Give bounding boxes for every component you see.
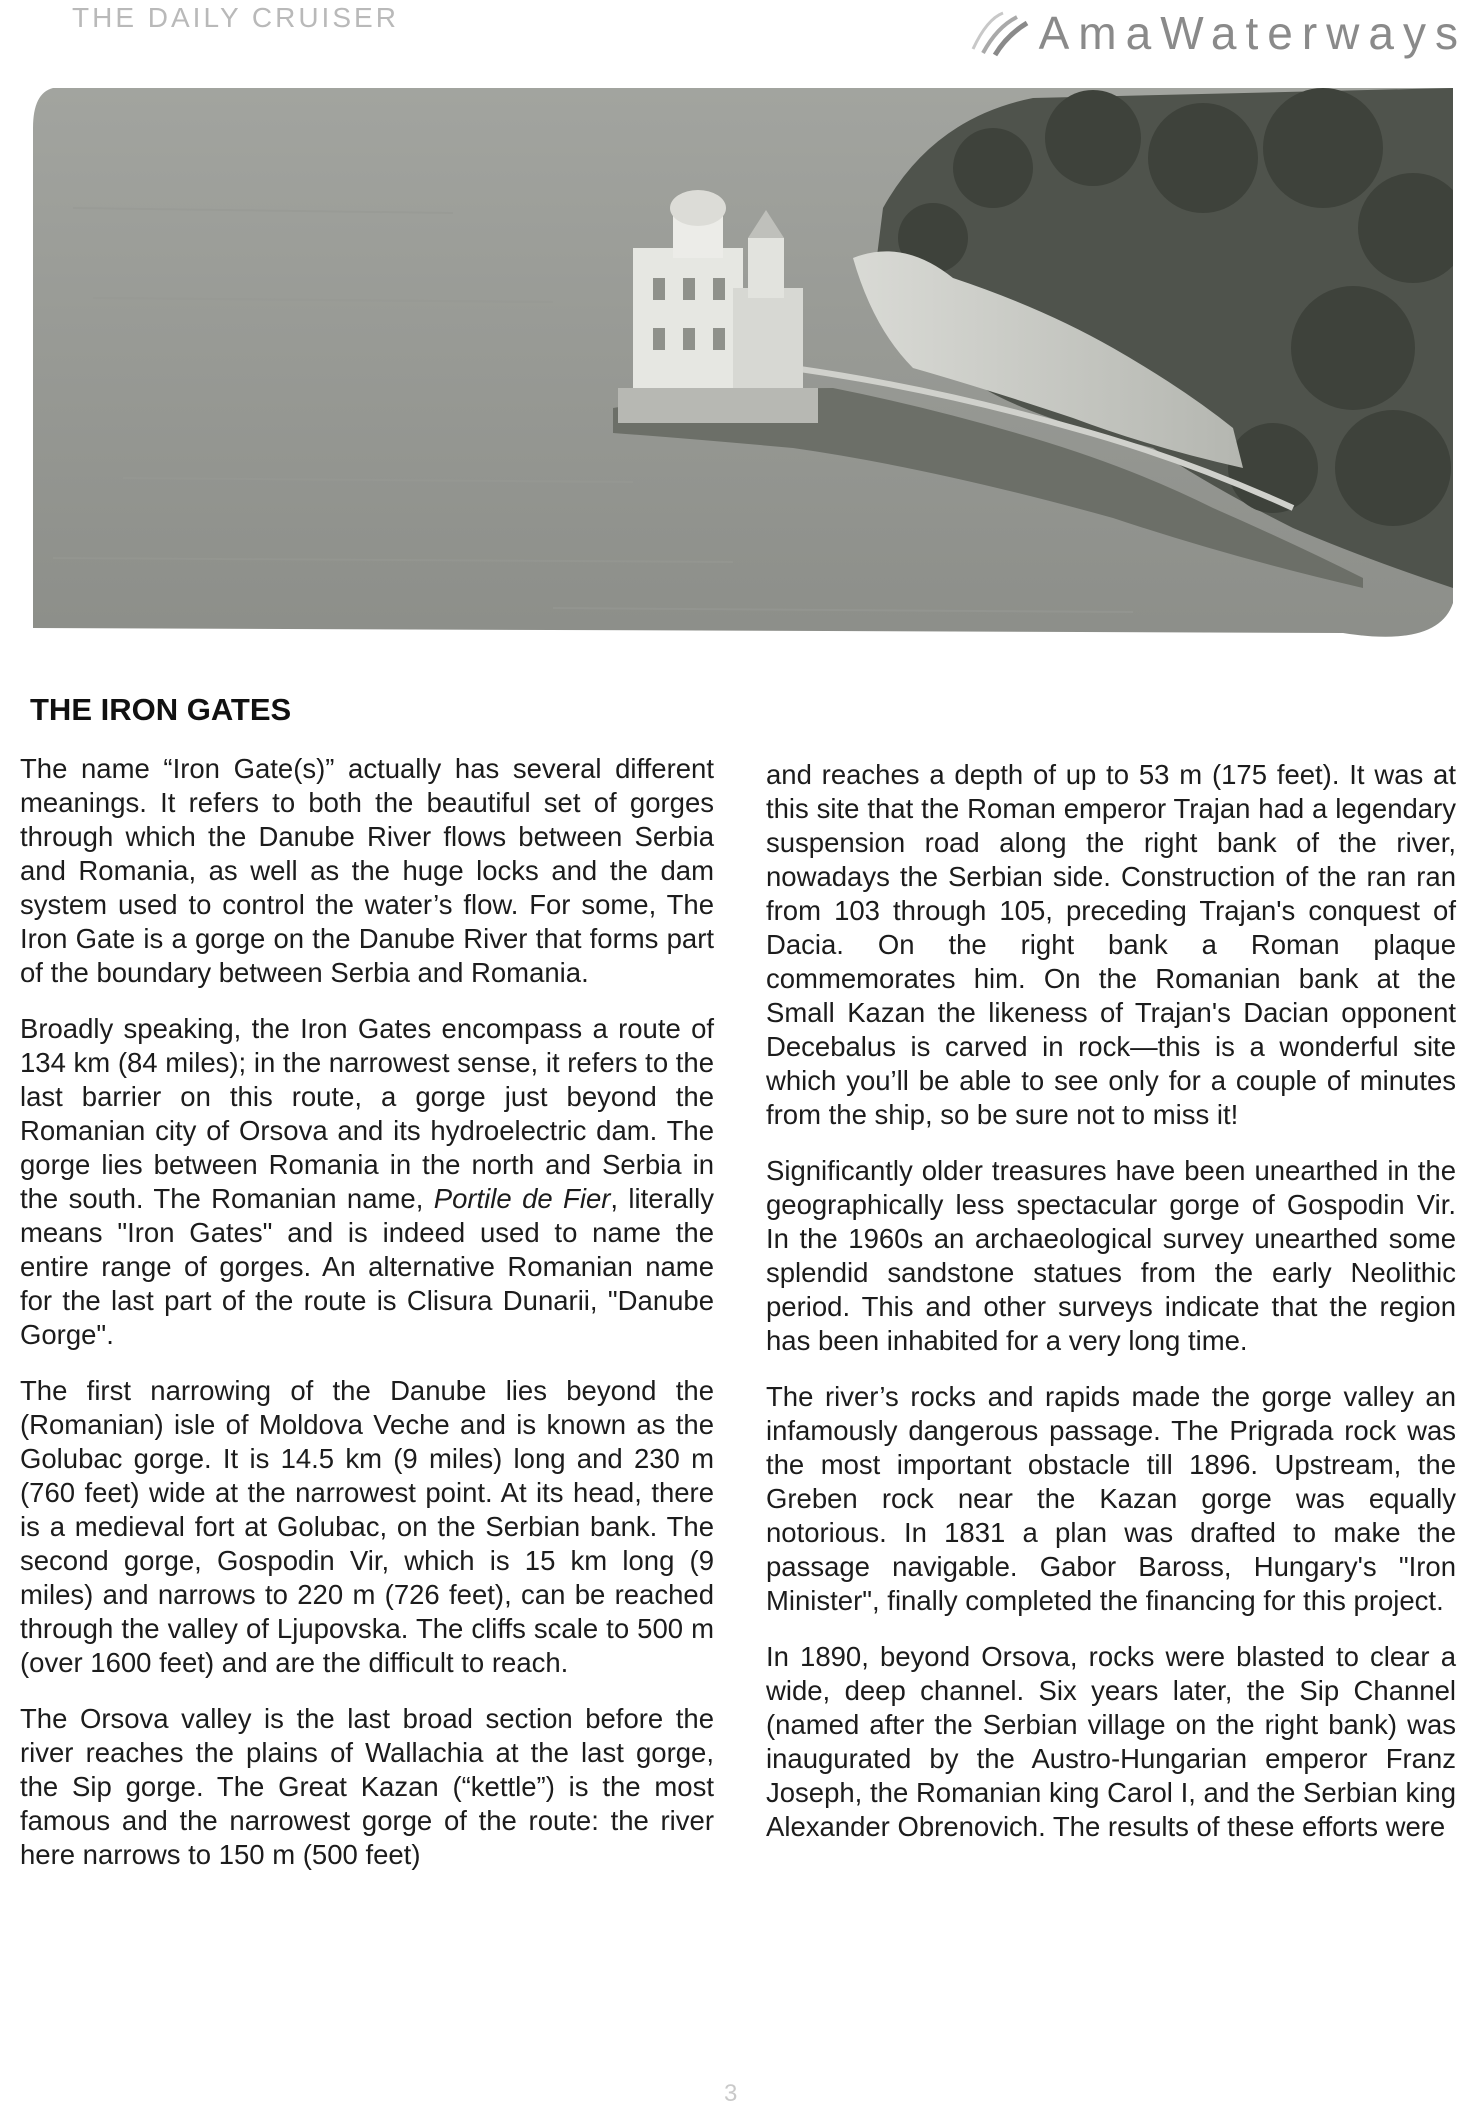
left-column (20, 752, 714, 1894)
gorge-monastery-photo (33, 88, 1453, 648)
paragraph: and reaches a depth of up to 53 m (175 feet). It was at this site that the Roman emperor Trajan had a legendary suspension road along the right bank of the river, nowadays the Serbian side. Construction of the ran ran from 103 through 105, preceding Trajan's conquest of Dacia. On the right bank a Roman plaque commemorates him. On the Romanian bank at the Small Kazan the likeness of Trajan's Dacian opponent Decebalus is carved in rock—this is a wonderful site which you’ll be able to see only for a couple of minutes from the ship, so be sure not to miss it! (766, 759, 1456, 1130)
masthead: THE DAILY CRUISER (72, 2, 399, 33)
brand-name: AmaWaterways (1038, 7, 1467, 59)
wave-logo-icon (969, 9, 1029, 57)
paragraph: Significantly older treasures have been unearthed in the geographically less spectacular gorge of Gospodin Vir. In the 1960s an archaeological survey unearthed some splendid sandstone statues from the early Neolithic period. This and other surveys indicate that the region has been inhabited for a very long time. (766, 1155, 1456, 1356)
paragraph: The name “Iron Gate(s)” actually has several different meanings. It refers to both the beautiful set of gorges through which the Danube River flows between Serbia and Romania, as well as the huge locks and the dam system used to control the water’s flow. For some, The Iron Gate is a gorge on the Danube River that forms part of the boundary between Serbia and Romania. (20, 753, 714, 988)
paragraph: Broadly speaking, the Iron Gates encompass a route of 134 km (84 miles); in the narrowest sense, it refers to the last barrier on this route, a gorge just beyond the Romanian city of Orsova and its hydroelectric dam. The gorge lies between Romania in the north and Serbia in the south. The Romanian name, Portile de Fier, literally means "Iron Gates" and is indeed used to name the entire range of gorges. An alternative Romanian name for the last part of the route is Clisura Dunarii, "Danube Gorge". (20, 1013, 715, 1350)
brand-logo (969, 6, 1467, 60)
right-column (766, 758, 1456, 1866)
paragraph: The river’s rocks and rapids made the gorge valley an infamously dangerous passage. The Prigrada rock was the most important obstacle till 1896. Upstream, the Greben rock near the Kazan gorge was equally notorious. In 1831 a plan was drafted to make the passage navigable. Gabor Baross, Hungary's "Iron Minister", finally completed the financing for this project. (766, 1381, 1456, 1616)
article-title: THE IRON GATES (30, 692, 292, 727)
paragraph: The Orsova valley is the last broad section before the river reaches the plains of Wallachia at the last gorge, the Sip gorge. The Great Kazan (“kettle”) is the most famous and the narrowest gorge of the route: the river here narrows to 150 m (500 feet) (20, 1703, 714, 1870)
paragraph: The first narrowing of the Danube lies beyond the (Romanian) isle of Moldova Veche and is known as the Golubac gorge. It is 14.5 km (9 miles) long and 230 m (760 feet) wide at the narrowest point. At its head, there is a medieval fort at Golubac, on the Serbian bank. The second gorge, Gospodin Vir, which is 15 km long (9 miles) and narrows to 220 m (726 feet), can be reached through the valley of Ljupovska. The cliffs scale to 500 m (over 1600 feet) and are the difficult to reach. (20, 1375, 714, 1678)
paragraph: In 1890, beyond Orsova, rocks were blasted to clear a wide, deep channel. Six years later, the Sip Channel (named after the Serbian village on the right bank) was inaugurated by the Austro-Hungarian emperor Franz Joseph, the Romanian king Carol I, and the Serbian king Alexander Obrenovich. The results of these efforts were (766, 1641, 1456, 1842)
page-number: 3 (724, 2080, 738, 2107)
